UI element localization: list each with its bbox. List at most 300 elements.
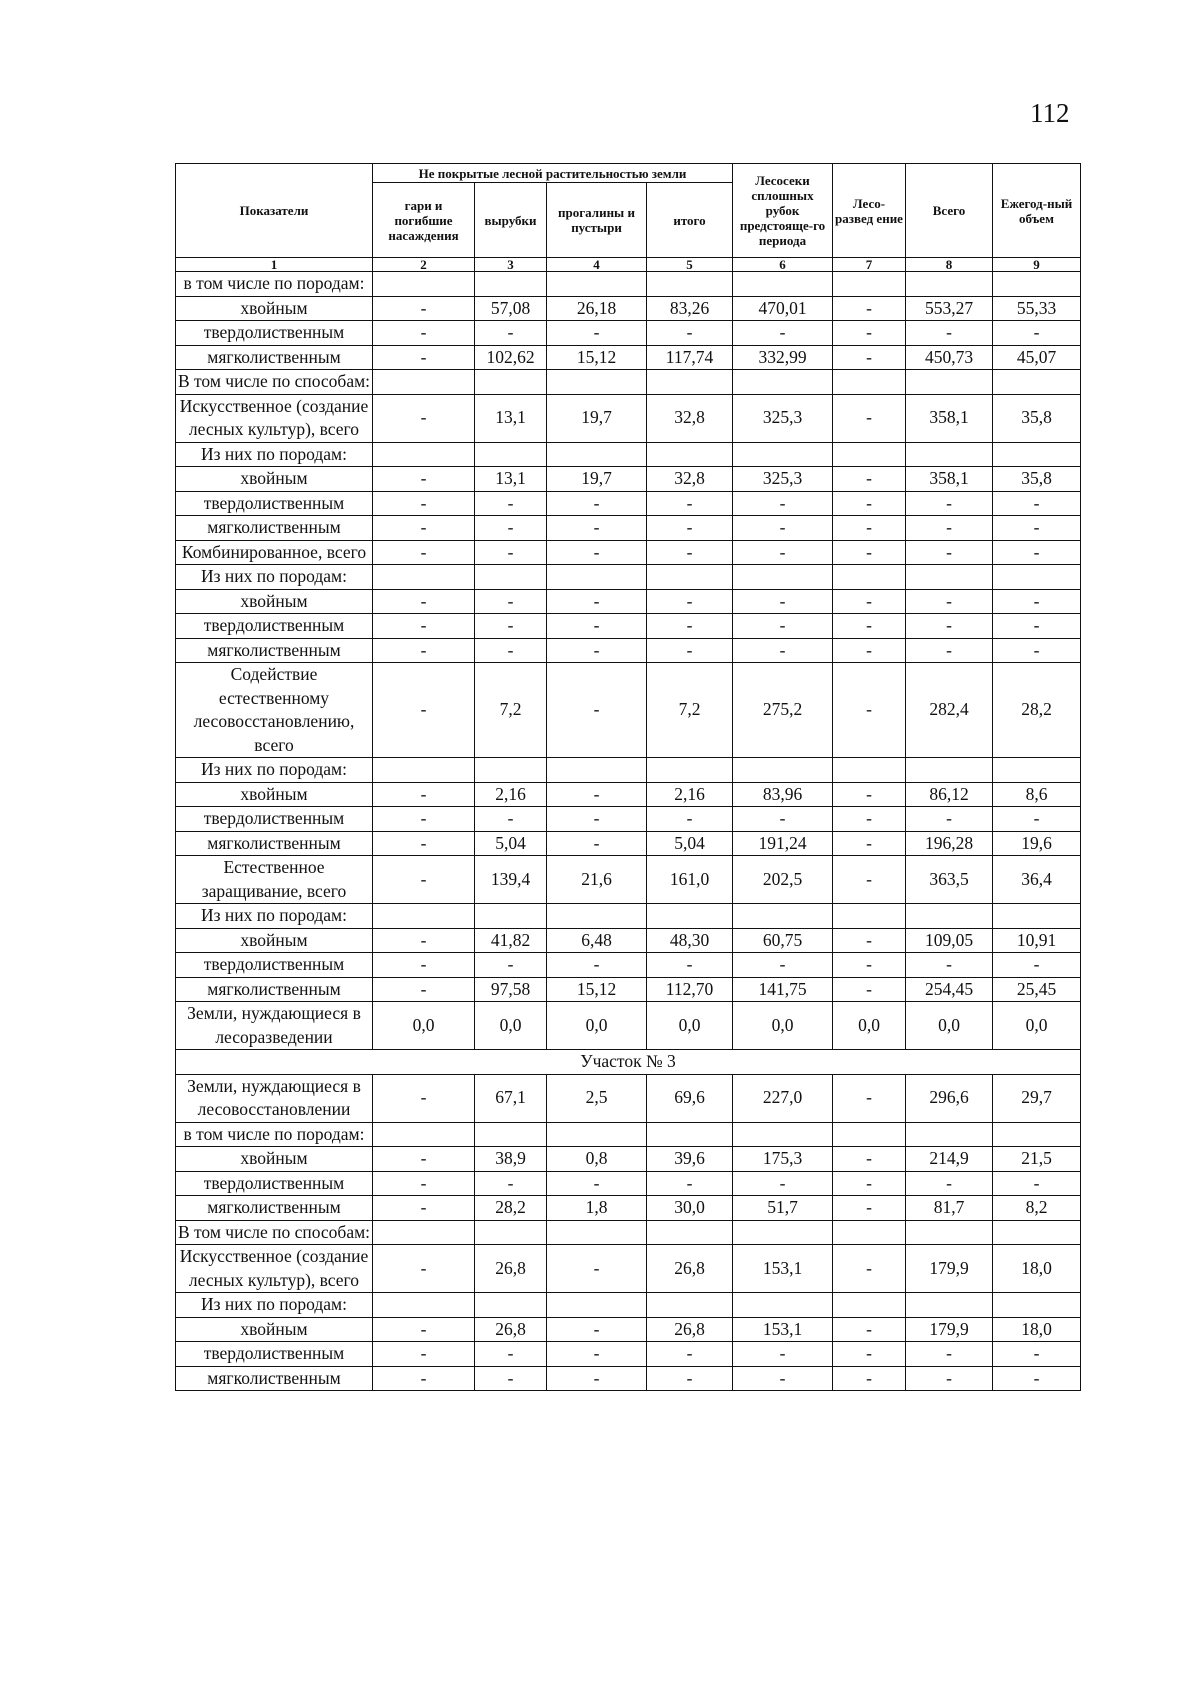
table-cell: 21,5 [993, 1147, 1081, 1172]
table-cell: - [373, 1196, 475, 1221]
table-cell: - [906, 807, 993, 832]
table-cell: - [373, 516, 475, 541]
table-cell: 26,8 [475, 1317, 547, 1342]
table-cell: - [547, 953, 647, 978]
row-label: Комбинированное, всего [176, 540, 373, 565]
table-cell: 30,0 [647, 1196, 733, 1221]
table-cell [547, 1293, 647, 1318]
table-cell: 7,2 [647, 663, 733, 758]
table-row [176, 758, 1081, 783]
table-row [176, 1293, 1081, 1318]
table-cell [833, 442, 906, 467]
column-number: 5 [647, 258, 733, 272]
table-cell: - [833, 928, 906, 953]
table-cell: - [733, 540, 833, 565]
row-label: мягколиственным [176, 345, 373, 370]
table-cell: 254,45 [906, 977, 993, 1002]
table-row [176, 467, 1081, 492]
table-cell: - [733, 614, 833, 639]
table-row [176, 1002, 1081, 1050]
table-cell: 15,12 [547, 345, 647, 370]
table-cell: 0,8 [547, 1147, 647, 1172]
reforestation-table [175, 163, 1081, 1391]
table-cell: 45,07 [993, 345, 1081, 370]
table-cell: - [373, 807, 475, 832]
table-cell: - [733, 1342, 833, 1367]
table-row [176, 663, 1081, 758]
table-cell: 48,30 [647, 928, 733, 953]
table-cell [993, 904, 1081, 929]
table-cell: - [475, 540, 547, 565]
table-row [176, 977, 1081, 1002]
table-cell: - [733, 638, 833, 663]
table-cell: 0,0 [475, 1002, 547, 1050]
row-label: твердолиственным [176, 321, 373, 346]
table-cell: - [733, 516, 833, 541]
table-cell: 214,9 [906, 1147, 993, 1172]
table-cell: - [373, 296, 475, 321]
table-row [176, 1147, 1081, 1172]
table-cell [647, 904, 733, 929]
table-cell: - [833, 1317, 906, 1342]
column-number: 3 [475, 258, 547, 272]
row-label: Искусственное (создание лесных культур), всего [176, 394, 373, 442]
table-cell: 32,8 [647, 467, 733, 492]
table-cell: 13,1 [475, 394, 547, 442]
table-cell: - [993, 589, 1081, 614]
table-cell: 325,3 [733, 467, 833, 492]
table-cell: 36,4 [993, 856, 1081, 904]
table-cell: 60,75 [733, 928, 833, 953]
table-cell [373, 758, 475, 783]
table-cell [647, 370, 733, 395]
table-cell [906, 565, 993, 590]
table-cell: - [475, 321, 547, 346]
table-cell [475, 442, 547, 467]
row-label: твердолиственным [176, 491, 373, 516]
table-cell: 109,05 [906, 928, 993, 953]
table-cell: - [373, 1147, 475, 1172]
table-cell: - [647, 1171, 733, 1196]
row-label: хвойным [176, 1147, 373, 1172]
table-cell: - [833, 614, 906, 639]
table-row [176, 1196, 1081, 1221]
table-cell [733, 1220, 833, 1245]
table-row [176, 1342, 1081, 1367]
table-cell: 0,0 [993, 1002, 1081, 1050]
table-cell: 8,6 [993, 782, 1081, 807]
table-cell: - [373, 977, 475, 1002]
table-cell [373, 565, 475, 590]
table-cell: 6,48 [547, 928, 647, 953]
table-cell [833, 370, 906, 395]
table-cell [733, 1122, 833, 1147]
table-cell [547, 565, 647, 590]
table-cell: - [833, 663, 906, 758]
table-cell: - [475, 614, 547, 639]
table-row [176, 638, 1081, 663]
table-cell: - [833, 953, 906, 978]
table-cell [833, 758, 906, 783]
table-cell: - [373, 663, 475, 758]
table-cell: - [475, 1366, 547, 1391]
table-cell [475, 370, 547, 395]
table-cell: - [833, 1366, 906, 1391]
header-group-unforested: Не покрытые лесной растительностью земли [373, 164, 733, 183]
table-cell: 13,1 [475, 467, 547, 492]
table-cell: - [647, 491, 733, 516]
column-number: 1 [176, 258, 373, 272]
table-cell: - [547, 1366, 647, 1391]
table-cell: 179,9 [906, 1317, 993, 1342]
table-cell: - [906, 516, 993, 541]
table-cell: - [906, 953, 993, 978]
column-number: 2 [373, 258, 475, 272]
table-row [176, 491, 1081, 516]
table-cell: 553,27 [906, 296, 993, 321]
table-cell [906, 442, 993, 467]
table-row [176, 272, 1081, 297]
table-cell: - [833, 1147, 906, 1172]
table-cell: 196,28 [906, 831, 993, 856]
table-cell: 112,70 [647, 977, 733, 1002]
table-cell: 102,62 [475, 345, 547, 370]
table-cell [647, 1293, 733, 1318]
table-cell: - [475, 953, 547, 978]
table-cell [993, 442, 1081, 467]
table-cell [733, 1293, 833, 1318]
table-row [176, 394, 1081, 442]
row-label: твердолиственным [176, 614, 373, 639]
table-cell: - [833, 1245, 906, 1293]
table-cell [833, 272, 906, 297]
table-cell: - [547, 491, 647, 516]
table-cell [547, 904, 647, 929]
table-cell: 7,2 [475, 663, 547, 758]
table-cell: 32,8 [647, 394, 733, 442]
table-cell: - [993, 516, 1081, 541]
table-cell: 41,82 [475, 928, 547, 953]
table-cell: 1,8 [547, 1196, 647, 1221]
table-cell: - [906, 321, 993, 346]
section-title: Участок № 3 [176, 1050, 1081, 1075]
table-cell [373, 370, 475, 395]
table-cell: - [993, 638, 1081, 663]
table-cell: - [373, 953, 475, 978]
header-cuttings: вырубки [475, 183, 547, 258]
table-cell [373, 1122, 475, 1147]
table-cell: - [647, 614, 733, 639]
table-row [176, 782, 1081, 807]
table-cell: 179,9 [906, 1245, 993, 1293]
table-cell: - [647, 807, 733, 832]
table-cell: 10,91 [993, 928, 1081, 953]
table-row [176, 1220, 1081, 1245]
table-cell: 2,5 [547, 1074, 647, 1122]
table-row [176, 953, 1081, 978]
table-cell [906, 758, 993, 783]
table-cell: - [993, 807, 1081, 832]
table-cell: - [475, 1171, 547, 1196]
table-cell: - [906, 540, 993, 565]
table-cell [833, 1122, 906, 1147]
table-cell [547, 1220, 647, 1245]
table-cell [475, 758, 547, 783]
table-cell: - [993, 1366, 1081, 1391]
table-cell: - [373, 856, 475, 904]
table-cell: - [647, 638, 733, 663]
table-cell: 21,6 [547, 856, 647, 904]
row-label: мягколиственным [176, 1196, 373, 1221]
table-cell: - [373, 1317, 475, 1342]
table-cell: - [547, 782, 647, 807]
table-row [176, 1122, 1081, 1147]
table-cell [475, 904, 547, 929]
table-cell: - [373, 467, 475, 492]
table-cell [833, 565, 906, 590]
table-cell: 86,12 [906, 782, 993, 807]
header-annual: Ежегод-ный объем [993, 164, 1081, 258]
header-indicators: Показатели [176, 164, 373, 258]
table-cell: - [833, 345, 906, 370]
table-cell: - [373, 1366, 475, 1391]
table-cell: 0,0 [647, 1002, 733, 1050]
table-cell: - [733, 1366, 833, 1391]
table-cell [547, 1122, 647, 1147]
row-label: Земли, нуждающиеся в лесовосстановлении [176, 1074, 373, 1122]
table-cell: 26,8 [475, 1245, 547, 1293]
table-cell: - [547, 638, 647, 663]
table-cell [906, 1220, 993, 1245]
table-cell [475, 272, 547, 297]
table-cell: - [547, 663, 647, 758]
table-cell: - [993, 614, 1081, 639]
table-cell: 0,0 [833, 1002, 906, 1050]
table-cell [906, 1122, 993, 1147]
table-cell: 0,0 [373, 1002, 475, 1050]
table-cell: - [833, 977, 906, 1002]
table-cell: 19,6 [993, 831, 1081, 856]
table-cell [733, 272, 833, 297]
table-cell: - [833, 491, 906, 516]
table-row [176, 345, 1081, 370]
table-cell: 358,1 [906, 394, 993, 442]
table-cell [993, 1293, 1081, 1318]
table-cell: - [733, 589, 833, 614]
table-cell [906, 1293, 993, 1318]
table-cell: 18,0 [993, 1317, 1081, 1342]
table-cell: 117,74 [647, 345, 733, 370]
row-label: твердолиственным [176, 953, 373, 978]
column-number: 9 [993, 258, 1081, 272]
table-cell [733, 904, 833, 929]
table-cell: - [833, 589, 906, 614]
table-cell: 97,58 [475, 977, 547, 1002]
table-cell: - [993, 1171, 1081, 1196]
table-cell: 28,2 [993, 663, 1081, 758]
table-cell: - [833, 1171, 906, 1196]
table-cell: - [833, 321, 906, 346]
row-label: Содействие естественному лесовосстановлению, всего [176, 663, 373, 758]
table-row [176, 1317, 1081, 1342]
table-row [176, 1366, 1081, 1391]
table-cell: - [475, 807, 547, 832]
row-label: В том числе по способам: [176, 1220, 373, 1245]
table-row [176, 1074, 1081, 1122]
table-cell: - [993, 321, 1081, 346]
row-label: Из них по породам: [176, 565, 373, 590]
row-label: хвойным [176, 928, 373, 953]
table-cell: - [833, 296, 906, 321]
table-cell: - [373, 589, 475, 614]
table-row [176, 807, 1081, 832]
table-row [176, 1171, 1081, 1196]
table-row [176, 589, 1081, 614]
table-cell: - [547, 516, 647, 541]
row-label: Естественное заращивание, всего [176, 856, 373, 904]
table-cell: 55,33 [993, 296, 1081, 321]
table-cell: - [373, 1342, 475, 1367]
table-cell: 275,2 [733, 663, 833, 758]
table-cell: - [547, 614, 647, 639]
header-all: Всего [906, 164, 993, 258]
table-cell: - [906, 1171, 993, 1196]
table-cell [647, 758, 733, 783]
table-cell [833, 1293, 906, 1318]
column-number: 7 [833, 258, 906, 272]
table-cell: 69,6 [647, 1074, 733, 1122]
row-label: хвойным [176, 1317, 373, 1342]
table-cell: 29,7 [993, 1074, 1081, 1122]
table-cell [373, 442, 475, 467]
table-cell: - [373, 394, 475, 442]
table-cell: 332,99 [733, 345, 833, 370]
table-cell: 2,16 [647, 782, 733, 807]
table-cell: - [833, 638, 906, 663]
row-label: хвойным [176, 589, 373, 614]
table-cell [993, 272, 1081, 297]
table-cell: - [733, 953, 833, 978]
table-cell [647, 1122, 733, 1147]
table-cell: 5,04 [647, 831, 733, 856]
row-label: в том числе по породам: [176, 1122, 373, 1147]
header-total: итого [647, 183, 733, 258]
table-cell: 2,16 [475, 782, 547, 807]
table-cell: - [547, 540, 647, 565]
row-label: мягколиственным [176, 977, 373, 1002]
table-cell [373, 904, 475, 929]
table-cell: 227,0 [733, 1074, 833, 1122]
table-cell: - [833, 1196, 906, 1221]
table-cell: - [906, 491, 993, 516]
table-cell: - [993, 540, 1081, 565]
table-cell [475, 1293, 547, 1318]
table-cell [475, 565, 547, 590]
table-cell [993, 1122, 1081, 1147]
table-row [176, 614, 1081, 639]
table-cell: 39,6 [647, 1147, 733, 1172]
table-cell [547, 442, 647, 467]
table-cell: - [373, 614, 475, 639]
table-cell: - [547, 807, 647, 832]
row-label: твердолиственным [176, 1171, 373, 1196]
table-cell [906, 904, 993, 929]
table-cell: - [647, 589, 733, 614]
table-cell: - [833, 856, 906, 904]
row-label: Из них по породам: [176, 442, 373, 467]
table-cell: 161,0 [647, 856, 733, 904]
table-cell: 51,7 [733, 1196, 833, 1221]
table-cell [993, 1220, 1081, 1245]
table-cell: 81,7 [906, 1196, 993, 1221]
row-label: мягколиственным [176, 1366, 373, 1391]
table-cell: - [475, 638, 547, 663]
row-label: хвойным [176, 467, 373, 492]
table-cell [547, 272, 647, 297]
table-cell: - [373, 491, 475, 516]
table-row [176, 856, 1081, 904]
table-cell: 191,24 [733, 831, 833, 856]
table-cell: 83,96 [733, 782, 833, 807]
header-forest-breeding: Лесо-развед ение [833, 164, 906, 258]
table-cell: 28,2 [475, 1196, 547, 1221]
table-cell: - [475, 589, 547, 614]
table-cell: - [906, 614, 993, 639]
table-cell: 139,4 [475, 856, 547, 904]
table-cell [733, 565, 833, 590]
table-cell [833, 1220, 906, 1245]
table-cell: - [993, 953, 1081, 978]
table-cell: - [373, 1171, 475, 1196]
table-cell: - [373, 345, 475, 370]
table-cell: 8,2 [993, 1196, 1081, 1221]
column-number: 4 [547, 258, 647, 272]
table-cell: 202,5 [733, 856, 833, 904]
table-row [176, 904, 1081, 929]
table-row [176, 831, 1081, 856]
table-cell: - [733, 321, 833, 346]
row-label: мягколиственным [176, 831, 373, 856]
table-cell: 26,18 [547, 296, 647, 321]
table-cell [547, 370, 647, 395]
column-number-row [176, 258, 1081, 272]
table-cell [373, 1220, 475, 1245]
table-cell: - [733, 807, 833, 832]
table-cell [733, 370, 833, 395]
table-cell: 0,0 [733, 1002, 833, 1050]
table-cell [373, 272, 475, 297]
table-cell: - [373, 540, 475, 565]
table-cell: - [993, 491, 1081, 516]
table-cell [475, 1122, 547, 1147]
table-cell [373, 1293, 475, 1318]
table-row [176, 565, 1081, 590]
table-row [176, 321, 1081, 346]
table-cell [733, 758, 833, 783]
table-cell: 67,1 [475, 1074, 547, 1122]
table-cell: - [373, 782, 475, 807]
table-cell: - [833, 540, 906, 565]
table-cell: 83,26 [647, 296, 733, 321]
table-cell: 19,7 [547, 467, 647, 492]
table-cell: 26,8 [647, 1245, 733, 1293]
table-cell: - [475, 1342, 547, 1367]
table-cell: 26,8 [647, 1317, 733, 1342]
table-cell: 282,4 [906, 663, 993, 758]
section-row [176, 1050, 1081, 1075]
table-cell: - [906, 1342, 993, 1367]
header-glades: прогалины и пустыри [547, 183, 647, 258]
